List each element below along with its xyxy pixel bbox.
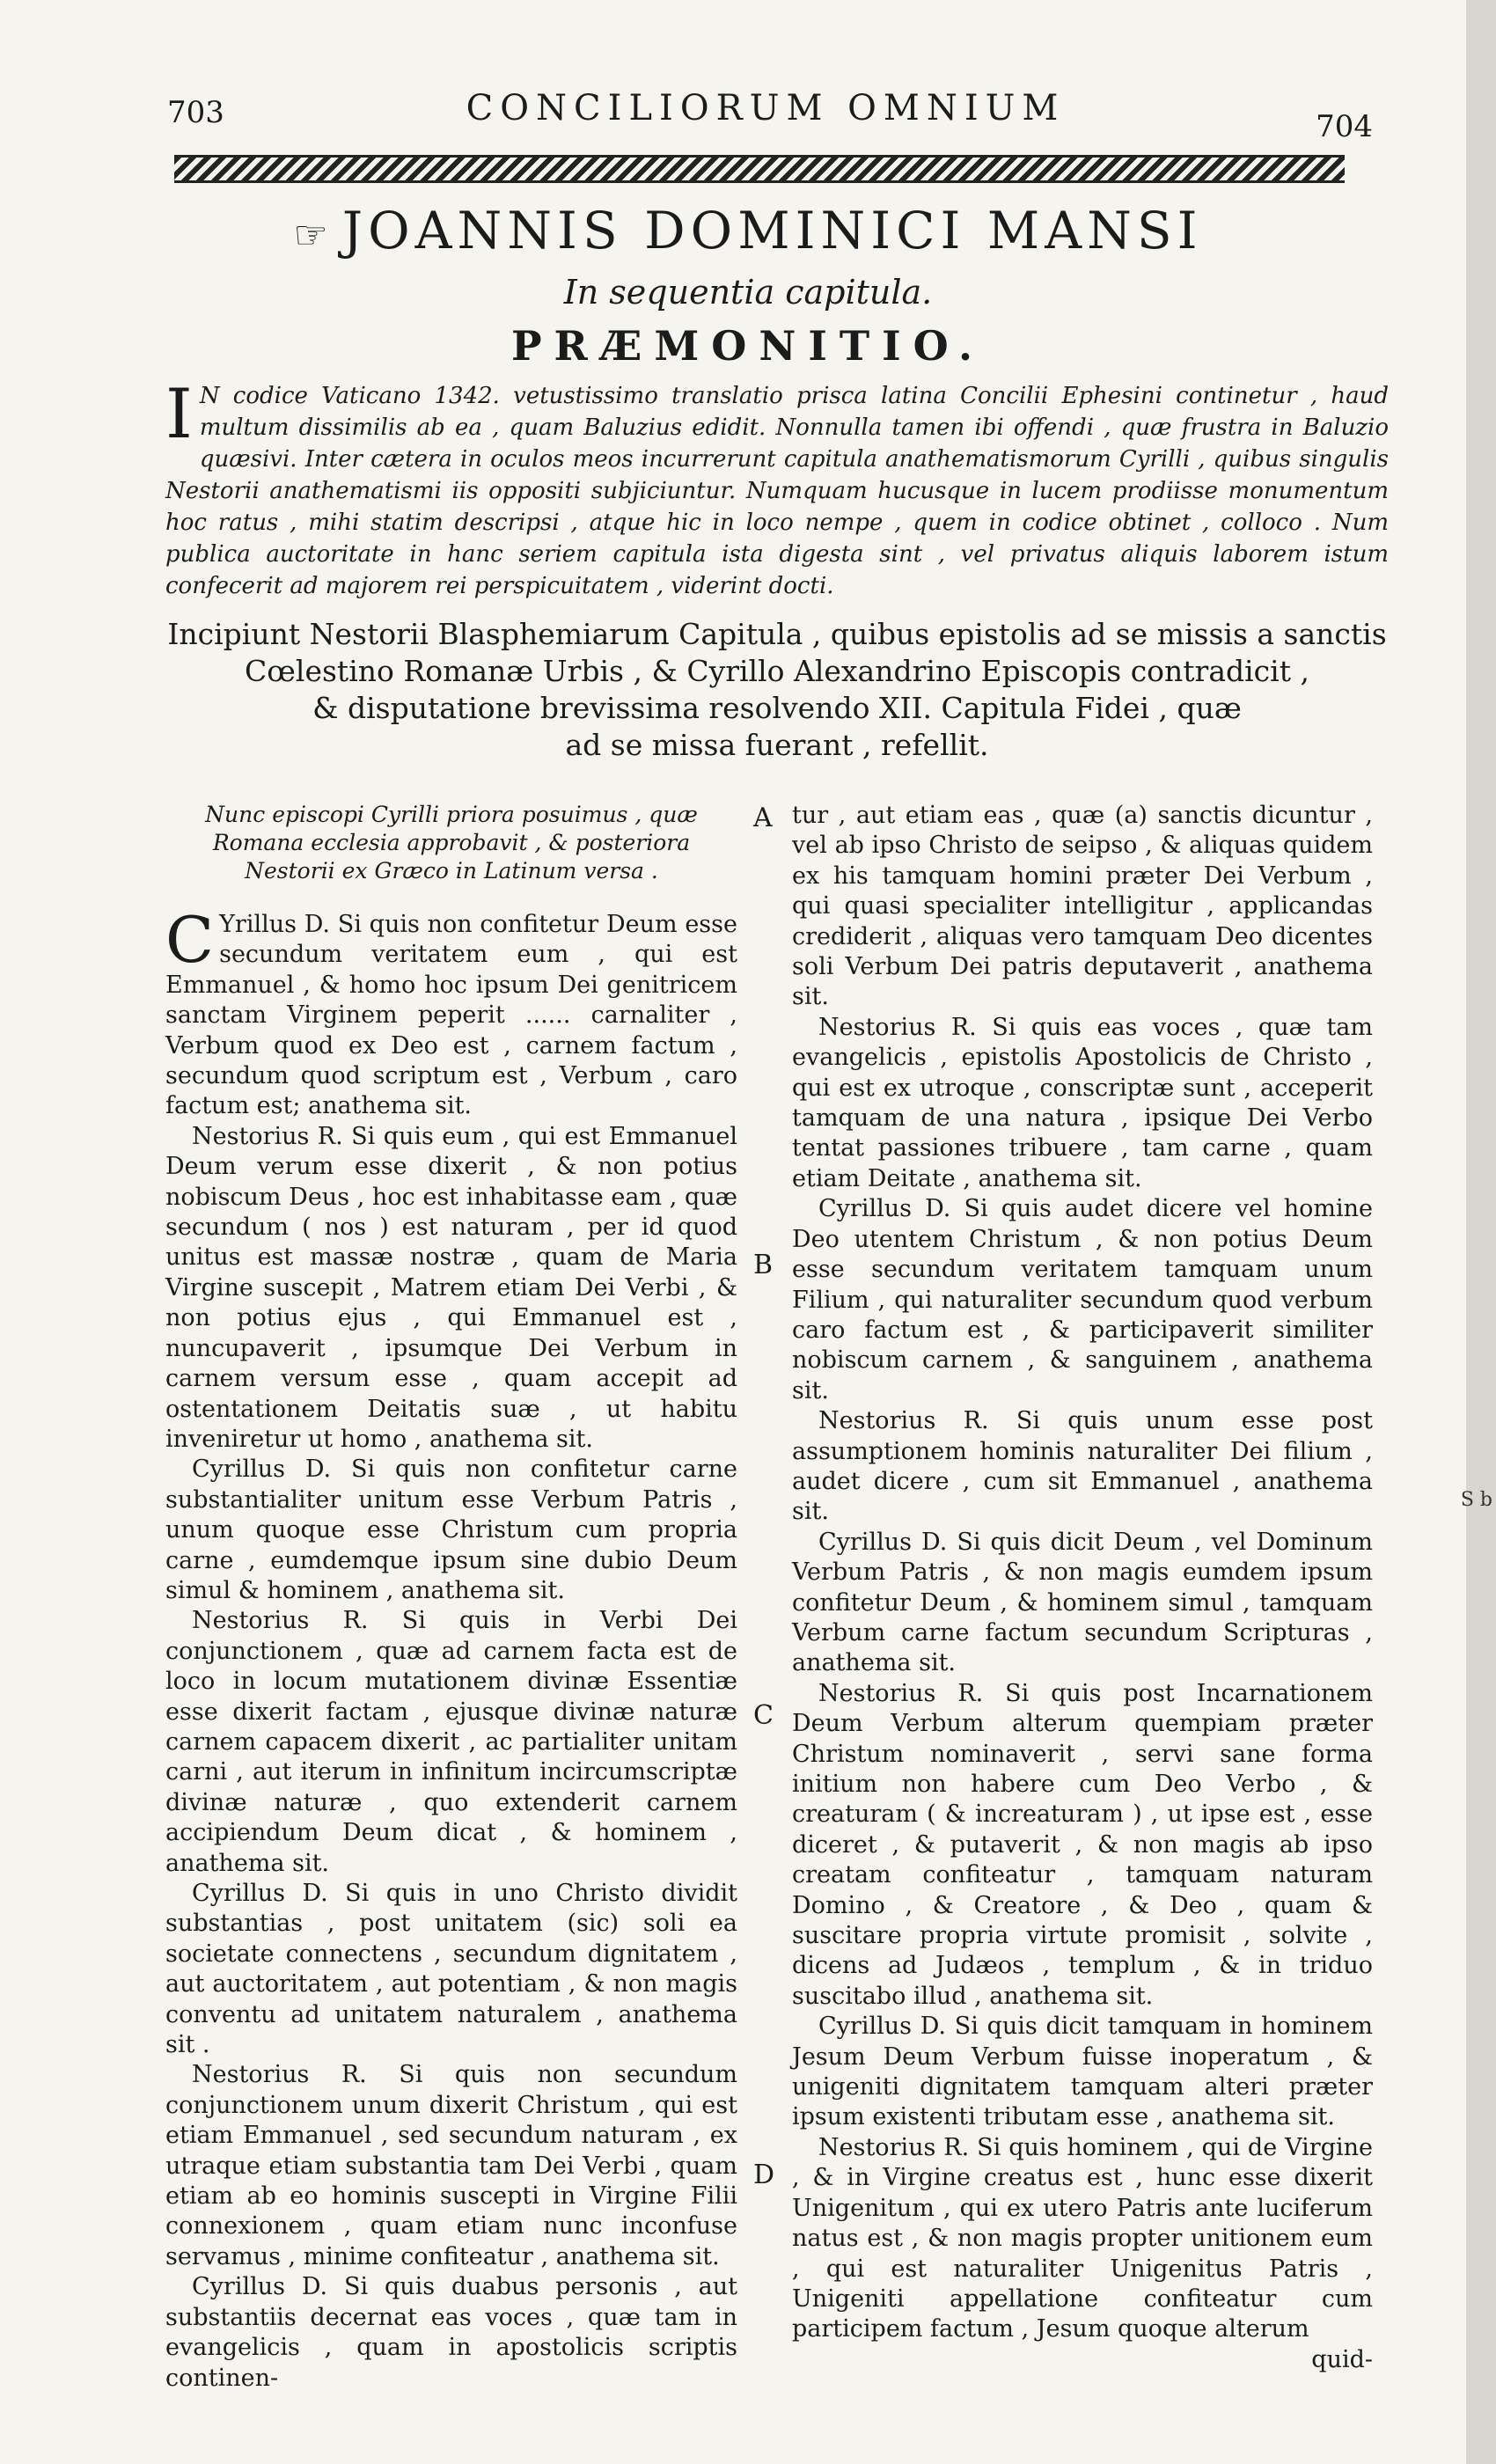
- left-column: [165, 801, 737, 2394]
- paragraph: Cyrillus D. Si quis duabus personis , aut substantiis decernat eas voces , quæ tam in evangelicis , quam in apostolicis scriptis continen-: [165, 2273, 737, 2392]
- paragraph: Nestorius R. Si quis post Incarnationem Deum Verbum alterum quempiam præter Christum nominaverit , servi sane forma initium non habere cum Deo Verbo , & creaturam ( & increaturam ) , ut ipse est , esse diceret , & putaverit , & non magis ab ipso creatam confiteatur , tamquam naturam Domino , & Creatore , & Deo , quam & suscitare propria virtute promisit , solvite , dicens ad Judæos , templum , & in triduo suscitabo illud , anathema sit.: [792, 1679, 1373, 2010]
- running-header: [158, 84, 1373, 144]
- main-title-text: JOANNIS DOMINICI MANSI: [341, 201, 1203, 260]
- paragraph: Nestorius R. Si quis unum esse post assumptionem hominis naturaliter Dei filium , audet dicere , cum sit Emmanuel , anathema sit.: [792, 1407, 1373, 1526]
- ornamental-rule: [174, 155, 1345, 183]
- premonitio-heading: PRÆMONITIO.: [510, 322, 986, 370]
- paragraph: Nestorius R. Si quis hominem , qui de Virgine , & in Virgine creatus est , hunc esse dixerit Unigenitum , qui ex utero Patris ante luciferum natus est , & non magis propter unitionem eum , qui est naturaliter Unigenitus Patris , Unigeniti appellatione confiteatur cum participem factum , Jesum quoque alterum: [792, 2133, 1373, 2343]
- column-note: Nunc episcopi Cyrilli priora posuimus , quæ Romana ecclesia approbavit , & posteriora Nestorii ex Græco in Latinum versa .: [205, 802, 698, 884]
- page-number-right: 704: [1316, 109, 1373, 144]
- paragraph: Cyrillus D. Si quis dicit tamquam in hominem Jesum Deum Verbum fuisse inoperatum , & unigeniti dignitatem tamquam alteri præter ipsum existenti tributam esse , anathema sit.: [792, 2013, 1373, 2131]
- paragraph: Nestorius R. Si quis non secundum conjunctionem unum dixerit Christum , qui est etiam Emmanuel , sed secundum naturam , ex utraque etiam substantia tam Dei Verbi , quam etiam ab eo hominis suscepti in Virgine Filii connexionem , quam etiam nunc inconfuse servamus , minime confiteatur , anathema sit.: [165, 2061, 737, 2270]
- running-title: CONCILIORUM OMNIUM: [466, 88, 1066, 128]
- incipit-line: & disputatione brevissima resolvendo XII. Capitula Fidei , quæ: [312, 691, 1242, 725]
- margin-marker: D: [753, 2160, 775, 2190]
- margin-marker: C: [753, 1700, 774, 1731]
- subtitle: In sequentia capitula.: [563, 273, 933, 312]
- intro-dropcap: I: [165, 375, 193, 454]
- margin-marker: A: [753, 803, 773, 833]
- page-number-left: 703: [167, 95, 224, 130]
- paragraph: Nestorius R. Si quis eum , qui est Emmanuel Deum verum esse dixerit , & non potius nobiscum Deus , hoc est inhabitasse eam , quæ secundum ( nos ) est naturam , per id quod unitus est massæ nostræ , quam de Maria Virgine suscepit , Matrem etiam Dei Verbi , & non potius ejus , qui Emmanuel est , nuncupaverit , ipsumque Dei Verbum in carnem versum esse , quam accepit ad ostentationem Deitatis suæ , ut habitu inveniretur ut homo , anathema sit.: [165, 1122, 737, 1453]
- paragraph-text: Yrillus D. Si quis non confitetur Deum esse secundum veritatem eum , qui est Emmanuel , & homo hoc ipsum Dei genitricem sanctam Virginem peperit ...... carnaliter , Verbum quod ex Deo est , carnem factum , secundum quod scriptum est , Verbum , caro factum est; anathema sit.: [165, 911, 737, 1120]
- main-title: [0, 201, 1496, 260]
- pointing-hand-icon: ☞: [293, 213, 334, 258]
- incipit-heading: [165, 616, 1389, 764]
- paragraph: Cyrillus D. Si quis audet dicere vel homine Deo utentem Christum , & non potius Deum esse secundum veritatem tamquam unum Filium , qui naturaliter secundum quod verbum caro factum est , & participaverit similiter nobiscum carnem , & sanguinem , anathema sit.: [792, 1195, 1373, 1404]
- column-dropcap: C: [165, 903, 215, 977]
- paragraph: [165, 903, 737, 1122]
- paragraph: Nestorius R. Si quis eas voces , quæ tam evangelicis , epistolis Apostolicis de Christo , qui est ex utroque , conscriptæ sunt , acceperit tamquam de una natura , ipsique Dei Verbo tentat passiones tribuere , tam carne , quam etiam Deitate , anathema sit.: [792, 1013, 1373, 1192]
- paragraph: Cyrillus D. Si quis non confitetur carne substantialiter unitum esse Verbum Patris , unum quoque esse Christum cum propria carne , eumdemque ipsum sine dubio Deum simul & hominem , anathema sit.: [165, 1456, 737, 1604]
- edge-text: S b: [1460, 1489, 1492, 1511]
- margin-marker: B: [753, 1250, 774, 1280]
- paragraph: Cyrillus D. Si quis in uno Christo dividit substantias , post unitatem (sic) soli ea societate connectens , secundum dignitatem , aut auctoritatem , aut potentiam , & non magis conventu ad unitatem naturalem , anathema sit .: [165, 1880, 737, 2059]
- intro-text: N codice Vaticano 1342. vetustissimo translatio prisca latina Concilii Ephesini continetur , haud multum dissimilis ab ea , quam Baluzius edidit. Nonnulla tamen ibi offendi , quæ frustra in Baluzio quæsivi. Inter cætera in oculos meos incurrerunt capitula anathematismorum Cyrilli , quibus singulis Nestorii anathematismi iis oppositi subjiciuntur. Numquam hucusque in lucem prodiisse monumentum hoc ratus , mihi statim descripsi , atque hic in loco nempe , quem in codice obtinet , colloco . Num publica auctoritate in hanc seriem capitula ista digesta sint , vel privatus aliquis laborem istum confecerit ad majorem rei perspicuitatem , viderint docti.: [165, 383, 1389, 599]
- incipit-line: Incipiunt Nestorii Blasphemiarum Capitula , quibus epistolis ad se missis a sanctis: [167, 617, 1387, 651]
- incipit-line: ad se missa fuerant , refellit.: [565, 728, 989, 762]
- paragraph: Cyrillus D. Si quis dicit Deum , vel Dominum Verbum Patris , & non magis eumdem ipsum confitetur Deum , & hominem simul , tamquam Verbum carne factum secundum Scripturas , anathema sit.: [792, 1528, 1373, 1677]
- incipit-line: Cœlestino Romanæ Urbis , & Cyrillo Alexandrino Episcopis contradicit ,: [245, 654, 1309, 688]
- catchword: quid-: [1311, 2345, 1373, 2373]
- facing-page-edge: [1466, 0, 1496, 2464]
- intro-paragraph: [165, 375, 1389, 602]
- paragraph: Nestorius R. Si quis in Verbi Dei conjunctionem , quæ ad carnem facta est de loco in locum mutationem divinæ Essentiæ esse dixerit factam , ejusque divinæ naturæ carnem capacem dixerit , ac partialiter unitam carni , aut iterum in infinitum incircumscriptæ divinæ naturæ , quo extenderit carnem accipiendum Deum dicat , & hominem , anathema sit.: [165, 1607, 737, 1877]
- paragraph: tur , aut etiam eas , quæ (a) sanctis dicuntur , vel ab ipso Christo de seipso , & aliquas quidem ex his tamquam homini præter Dei Verbum , qui quasi specialiter intelligitur , applicandas crediderit , aliquas vero tamquam Deo dicentes soli Verbum Dei patris deputaverit , anathema sit.: [792, 802, 1373, 1011]
- right-column: [792, 801, 1373, 2375]
